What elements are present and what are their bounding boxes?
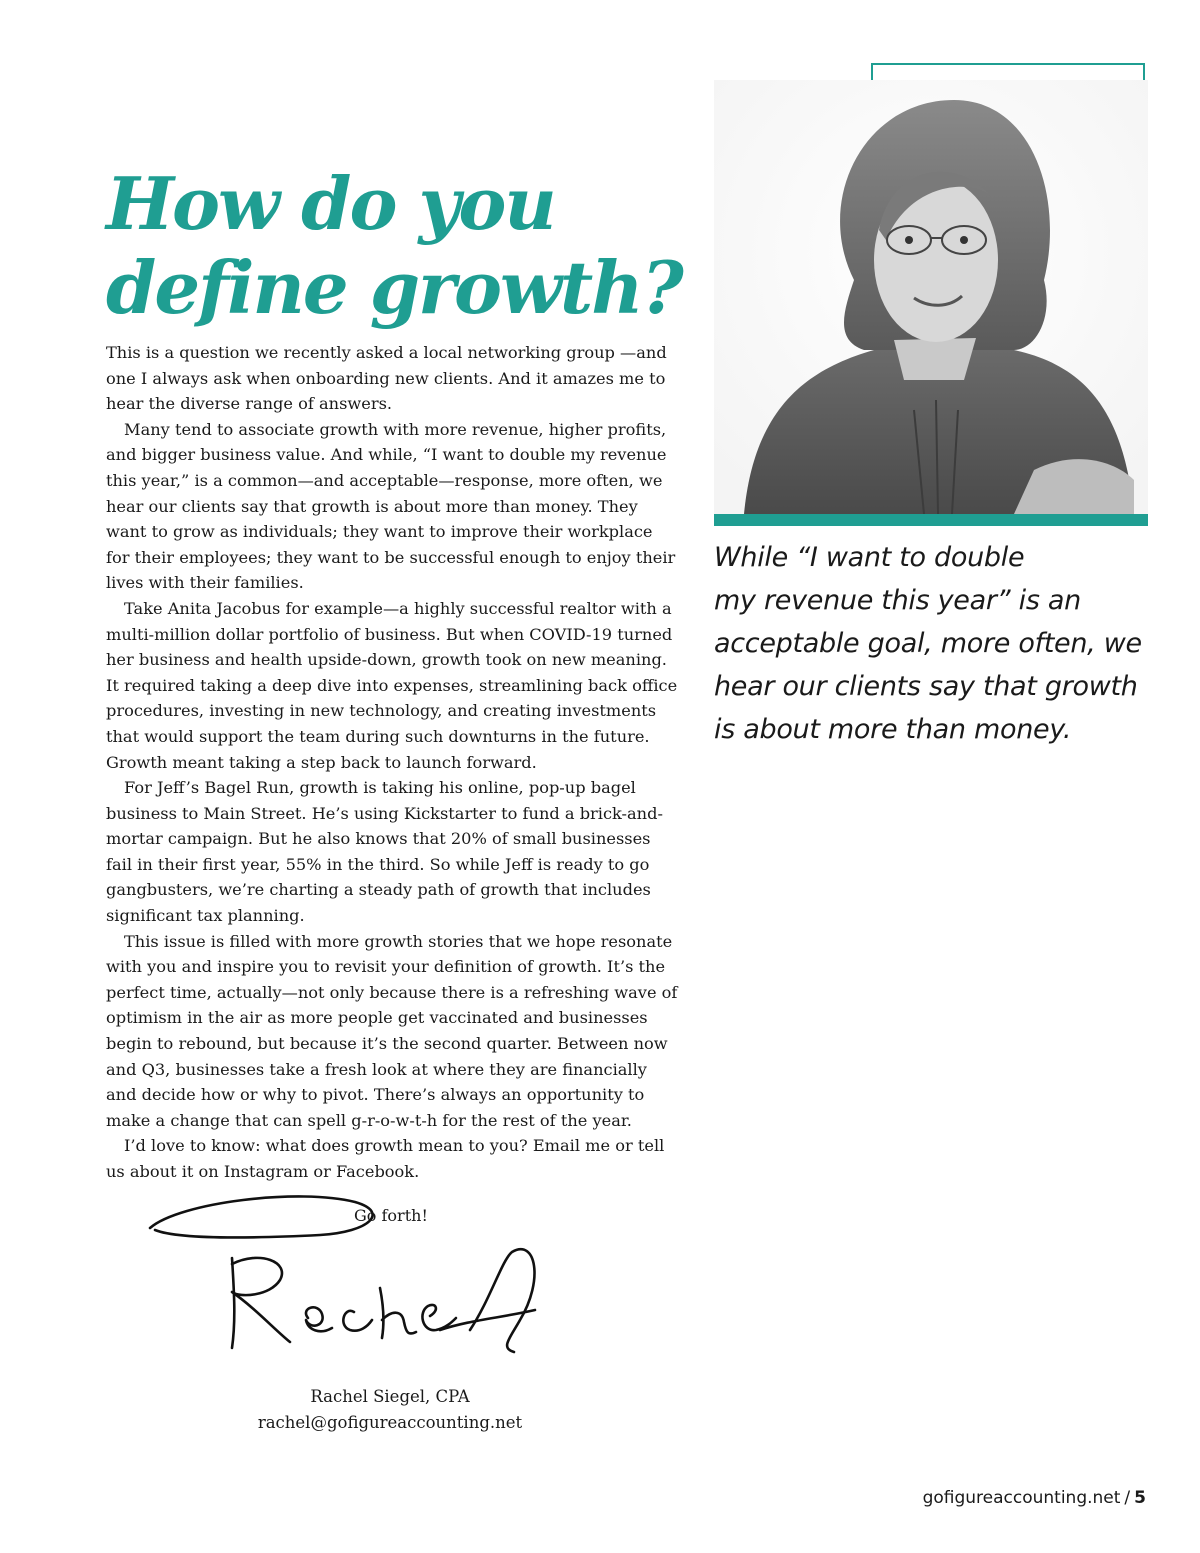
headline-line-1: How do you: [106, 161, 555, 246]
page-number: 5: [1134, 1488, 1146, 1508]
page-footer: [923, 1488, 1146, 1508]
paragraph-6: I’d love to know: what does growth mean to you? Email me or tell us about it on Instagram or Facebook.: [106, 1136, 665, 1181]
pull-quote-line-5: is about more than money.: [714, 714, 1072, 745]
pull-quote-line-4: hear our clients say that growth: [714, 671, 1138, 702]
author-portrait-photo: [714, 80, 1148, 514]
pull-quote-line-3: acceptable goal, more often, we: [714, 628, 1142, 659]
author-block: [200, 1384, 580, 1436]
paragraph-5: This issue is filled with more growth stories that we hope resonate with you and inspire you to revisit your definition of growth. It’s the perfect time, actually—not only because there is a refreshing wave of optimism in the air as more people get vaccinated and businesses begin to rebound, but because it’s the second quarter. Between now and Q3, businesses take a fresh look at where they are financially and decide how or why to pivot. There’s always an opportunity to make a change that can spell g-r-o-w-t-h for the rest of the year.: [106, 931, 678, 1130]
author-name: Rachel Siegel, CPA: [310, 1387, 470, 1406]
closing-text: Go forth!: [354, 1206, 428, 1225]
paragraph-2: Many tend to associate growth with more revenue, higher profits, and bigger business value. And while, “I want to double my revenue this year,” is a common—and acceptable—response, more often, we hear our clients say that growth is about more than money. They want to grow as individuals; they want to improve their workplace for their employees; they want to be successful enough to enjoy their lives with their families.: [106, 419, 676, 593]
headline-line-2: define growth?: [106, 245, 682, 330]
author-email[interactable]: rachel@gofigureaccounting.net: [257, 1413, 523, 1432]
article-body: [106, 340, 678, 1185]
photo-accent-bar: [714, 514, 1148, 526]
paragraph-1: This is a question we recently asked a local networking group —and one I always ask when onboarding new clients. And it amazes me to hear the diverse range of answers.: [106, 343, 667, 414]
pull-quote: [714, 536, 1174, 751]
footer-separator: /: [1124, 1488, 1131, 1508]
footer-site[interactable]: gofigureaccounting.net: [922, 1488, 1121, 1508]
pull-quote-line-1: While “I want to double: [714, 542, 1025, 573]
handwritten-signature: [140, 1180, 550, 1360]
paragraph-4: For Jeff’s Bagel Run, growth is taking his online, pop-up bagel business to Main Street. He’s using Kickstarter to fund a brick-and-mortar campaign. But he also knows that 20% of small businesses fail in their first year, 55% in the third. So while Jeff is ready to go gangbusters, we’re charting a steady path of growth that includes significant tax planning.: [106, 778, 663, 926]
paragraph-3: Take Anita Jacobus for example—a highly successful realtor with a multi-million dollar portfolio of business. But when COVID-19 turned her business and health upside-down, growth took on new meaning. It required taking a deep dive into expenses, streamlining back office procedures, investing in new technology, and creating investments that would support the team during such downturns in the future. Growth meant taking a step back to launch forward.: [106, 598, 678, 772]
headline: [106, 162, 746, 330]
pull-quote-line-2: my revenue this year” is an: [714, 585, 1081, 616]
